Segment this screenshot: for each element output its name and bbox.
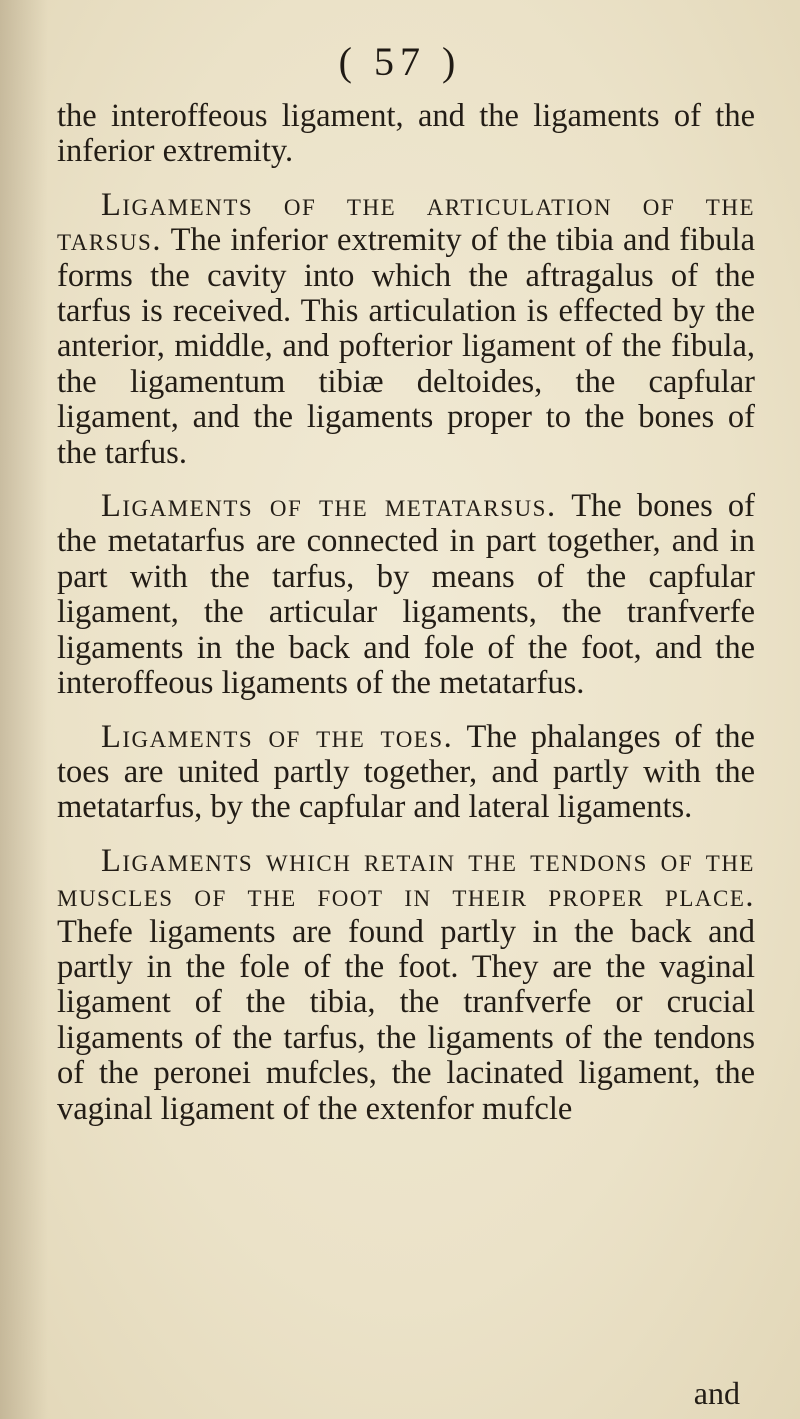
section-tarsus [57,188,755,471]
intro-paragraph: the interoffeous ligament, and the ligaments of the inferior extremity. [57,98,755,170]
section-heading: Ligaments which retain the tendons of the muscles of the foot in their proper place. [57,842,755,915]
section-body: Thefe ligaments are found partly in the back and partly in the fole of the foot. They are the vaginal ligament of the tibia, the tranfverfe or crucial ligaments of the tarfus, the ligaments of the tendons of the peronei mufcles, the lacinated ligament, the vaginal ligament of the extenfor mufcle [57,913,755,1127]
text-block [57,99,755,1145]
section-heading: Ligaments of the toes. [101,718,454,755]
section-heading: Ligaments of the metatarsus. [101,488,557,525]
spine-shadow [0,0,48,1419]
section-heading: Ligaments of the articulation of the tarsus. [57,186,755,259]
section-body: The phalanges of the toes are united partly together, and partly with the metatarfus, by the capfular and lateral ligaments. [57,718,755,826]
section-toes [57,720,755,826]
catchword: and [693,1375,740,1411]
section-metatarsus [57,489,755,701]
section-tendon-ligaments [57,844,755,1127]
page-number: ( 57 ) [338,39,462,84]
section-body: The inferior extremity of the tibia and fibula forms the cavity into which the aftragalus of the tarfus is received. This articulation is effected by the anterior, middle, and pofterior ligament of the fibula, the ligamentum tibiæ deltoides, the capfular ligament, and the ligaments proper to the bones of the tarfus. [57,222,755,471]
section-body: The bones of the metatarfus are connected in part together, and in part with the tarfus, by means of the capfular ligament, the articular ligaments, the tranfverfe ligaments in the back and fole of the foot, and the interoffeous ligaments of the metatarfus. [57,488,755,702]
